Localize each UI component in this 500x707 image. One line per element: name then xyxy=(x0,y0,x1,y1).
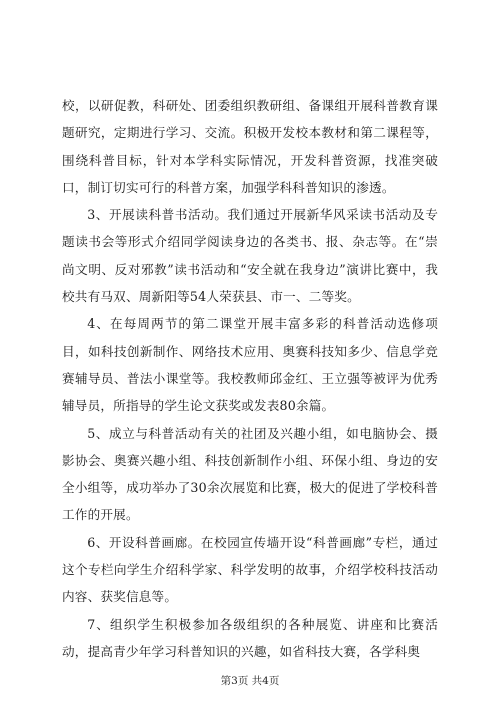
paragraph-item-4: 4、在每周两节的第二课堂开展丰富多彩的科普活动选修项目，如科技创新制作、网络技术应用、奥赛科技知多少、信息学竞赛辅导员、普法小课堂等。我校教师邱金红、王立强等被评为优秀辅导员，所指导的学生论文获奖或发表80余篇。 xyxy=(62,316,438,414)
paragraph-continuation: 校，以研促教，科研处、团委组织教研组、备课组开展科普教育课题研究，定期进行学习、交流。积极开发校本教材和第二课程等，围绕科普目标，针对本学科实际情况，开发科普资源，找准突破口，制订切实可行的科普方案，加强学科科普知识的渗透。 xyxy=(62,98,438,195)
paragraph-item-5: 5、成立与科普活动有关的社团及兴趣小组，如电脑协会、摄影协会、奥赛兴趣小组、科技创新制作小组、环保小组、身边的安全小组等，成功举办了30余次展览和比赛，极大的促进了学校科普工作的开展。 xyxy=(62,425,438,523)
paragraph-item-7: 7、组织学生积极参加各级组织的各种展览、讲座和比赛活动，提高青少年学习科普知识的兴趣，如省科技大赛，各学科奥 xyxy=(62,616,438,659)
paragraph-item-3: 3、开展读科普书活动。我们通过开展新华风采读书活动及专题读书会等形式介绍同学阅读身边的各类书、报、杂志等。在“崇尚文明、反对邪教”读书活动和“安全就在我身边”演讲比赛中，我校共有马双、周新阳等54人荣获县、市一、二等奖。 xyxy=(62,207,438,305)
paragraph-item-6: 6、开设科普画廊。在校园宣传墙开设“科普画廊”专栏，通过这个专栏向学生介绍科学家、科学发明的故事，介绍学校科技活动内容、获奖信息等。 xyxy=(62,534,438,605)
document-body xyxy=(62,92,438,665)
page-number-footer: 第3页 共4页 xyxy=(220,675,280,687)
